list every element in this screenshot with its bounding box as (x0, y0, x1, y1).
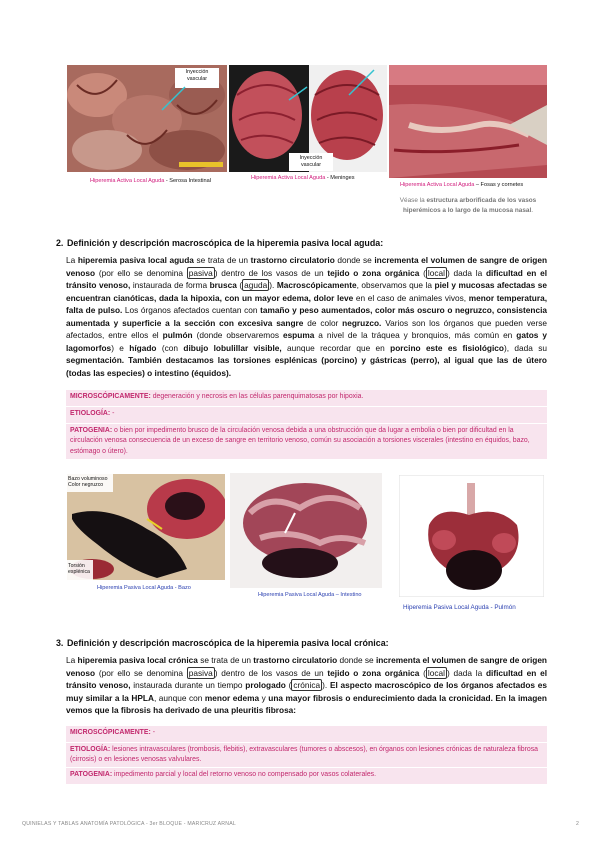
section-3-title: Definición y descripción macroscópica de la hiperemia pasiva local crónica: (67, 638, 389, 648)
section-2-etio-box (66, 407, 547, 423)
figure-fosas-cornetes (389, 65, 547, 178)
section-3-micro-box (66, 726, 547, 742)
section-3-pato-box (66, 768, 547, 784)
caption-serosa-rest: - Serosa Intestinal (164, 178, 211, 184)
section-3-paragraph: La hiperemia pasiva local crónica se trata de un trastorno circulatorio donde se incrementa el volumen de sangre de origen venoso (por ello se denomina pasiva ) dentro de los vasos de un tejido o zona orgánica ( local ) dada la dificultad en el tránsito venoso, instaurada durante un tiempo prologado ( crónica ). El aspecto macroscópico de los órganos afectados es muy similar a la HPLA, aunque con menor edema y una mayor fibrosis o endurecimiento dada la cronicidad. En la imagen vemos que la fibrosis ha derivado de una pleuritis fibrosa: (66, 655, 548, 715)
figure-label-inyeccion-2: Inyección vascular (299, 155, 323, 168)
section-2-micro-text: degeneración y necrosis en las células parenquimatosas por hipoxia. (150, 393, 364, 400)
note-fosas (389, 196, 547, 216)
caption-fosas-pink: Hiperemia Activa Local Aguda (400, 182, 475, 188)
caption-fosas-rest: – Fosas y cornetes (474, 182, 524, 188)
caption-pulmon (403, 604, 516, 611)
footer-text: QUINIELAS Y TABLAS ANATOMÍA PATOLÓGICA - 3er BLOQUE - MARICRUZ ARNAL (22, 821, 236, 827)
section-2-heading (56, 238, 546, 248)
figure-intestino (230, 473, 382, 588)
note-fosas-bold: estructura arborificada de los vasos hiperémicos a lo largo de la mucosa nasal (403, 197, 537, 214)
caption-serosa (90, 178, 211, 184)
figure-pulmon (399, 475, 544, 597)
caption-bazo-text: Hiperemia Pasiva Local Aguda - Bazo (97, 585, 191, 591)
section-3-etio-box (66, 743, 547, 767)
section-3-etio-text: lesiones intravasculares (trombosis, flebitis), extravasculares (tumores o abscesos), en órganos con lesiones crónicas de naturaleza fibrosa (cirrosis) o en lesiones venosas valvulares. (70, 746, 539, 764)
caption-fosas (400, 182, 523, 188)
section-3-micro-label: MICROSCÓPICAMENTE: (70, 729, 151, 736)
section-2-number: 2. (56, 238, 64, 248)
section-2-paragraph: La hiperemia pasiva local aguda se trata de un trastorno circulatorio donde se incrementa el volumen de sangre de origen venoso (por ello se denomina pasiva ) dentro de los vasos de un tejido o zona orgánica ( local ) dada la dificultad en el tránsito venoso, instaurada de forma brusca ( aguda ). Macroscópicamente, observamos que la piel y mucosas afectadas se encuentran cianóticas, dada la hipoxia, con un mayor edema, dolor leve en el caso de animales vivos, menor temperatura, falta de pulso. Los órganos afectados cuentan con tamaño y peso aumentados, color más oscuro o negruzco, consistencia aumentada y superficie a la sección con excesiva sangre de color negruzco. Varios son los órganos que pueden verse afectados, entre ellos el pulmón (donde observaremos espuma a nivel de la tráquea y bronquios, más común en gatos y lagomorfos) e hígado (con dibujo lobulillar visible, aunque recordar que en porcino este es fisiológico), dada su segmentación. También destacamos las torsiones esplénicas (porcino) y gástricas (perro), al igual que las de útero (todas las especies) o intestino (équidos). (66, 255, 548, 378)
section-2-pato-label: PATOGENIA: (70, 427, 113, 434)
section-3-micro-text: - (150, 729, 155, 736)
section-2-pato-box (66, 424, 547, 459)
section-2-micro-box (66, 390, 547, 406)
section-3-pato-text: impedimento parcial y local del retorno venoso no compensado por vasos colaterales. (112, 771, 377, 778)
page-number: 2 (576, 821, 580, 827)
figure-label-inyeccion-1: Inyección vascular (185, 69, 209, 82)
figure-label-bazo-bottom: Torsión esplénica (68, 563, 90, 576)
note-fosas-pre: Véase la (399, 197, 427, 204)
section-3-etio-label: ETIOLOGÍA: (70, 746, 111, 753)
caption-serosa-pink: Hiperemia Activa Local Aguda (90, 178, 165, 184)
section-3-number: 3. (56, 638, 64, 648)
section-2-pato-text: o bien por impedimento brusco de la circulación venosa debida a una obstrucción que da lugar a embolia o bien por dificultad en la circulación venosa consecuencia de un exceso de sangre en territorio venoso, común su asociación a torsiones viscerales (intestino en équidos, bazo, estómago o útero). (70, 427, 530, 455)
caption-intestino (258, 592, 362, 598)
caption-meninges (251, 175, 355, 181)
caption-pulmon-text: Hiperemia Pasiva Local Aguda - Pulmón (403, 604, 516, 611)
section-2-micro-label: MICROSCÓPICAMENTE: (70, 393, 151, 400)
section-2-etio-text: - (110, 410, 115, 417)
caption-meninges-rest: - Meninges (325, 175, 355, 181)
section-2-title: Definición y descripción macroscópica de la hiperemia pasiva local aguda: (67, 238, 384, 248)
caption-meninges-pink: Hiperemia Activa Local Aguda (251, 175, 326, 181)
caption-bazo (97, 585, 191, 591)
section-2-etio-label: ETIOLOGÍA: (70, 410, 111, 417)
note-fosas-post: . (531, 207, 533, 214)
caption-intestino-text: Hiperemia Pasiva Local Aguda – Intestino (258, 592, 362, 598)
section-3-heading (56, 638, 546, 648)
figure-label-bazo-top: Bazo voluminoso Color negruzco (68, 476, 108, 489)
section-3-pato-label: PATOGENIA: (70, 771, 113, 778)
